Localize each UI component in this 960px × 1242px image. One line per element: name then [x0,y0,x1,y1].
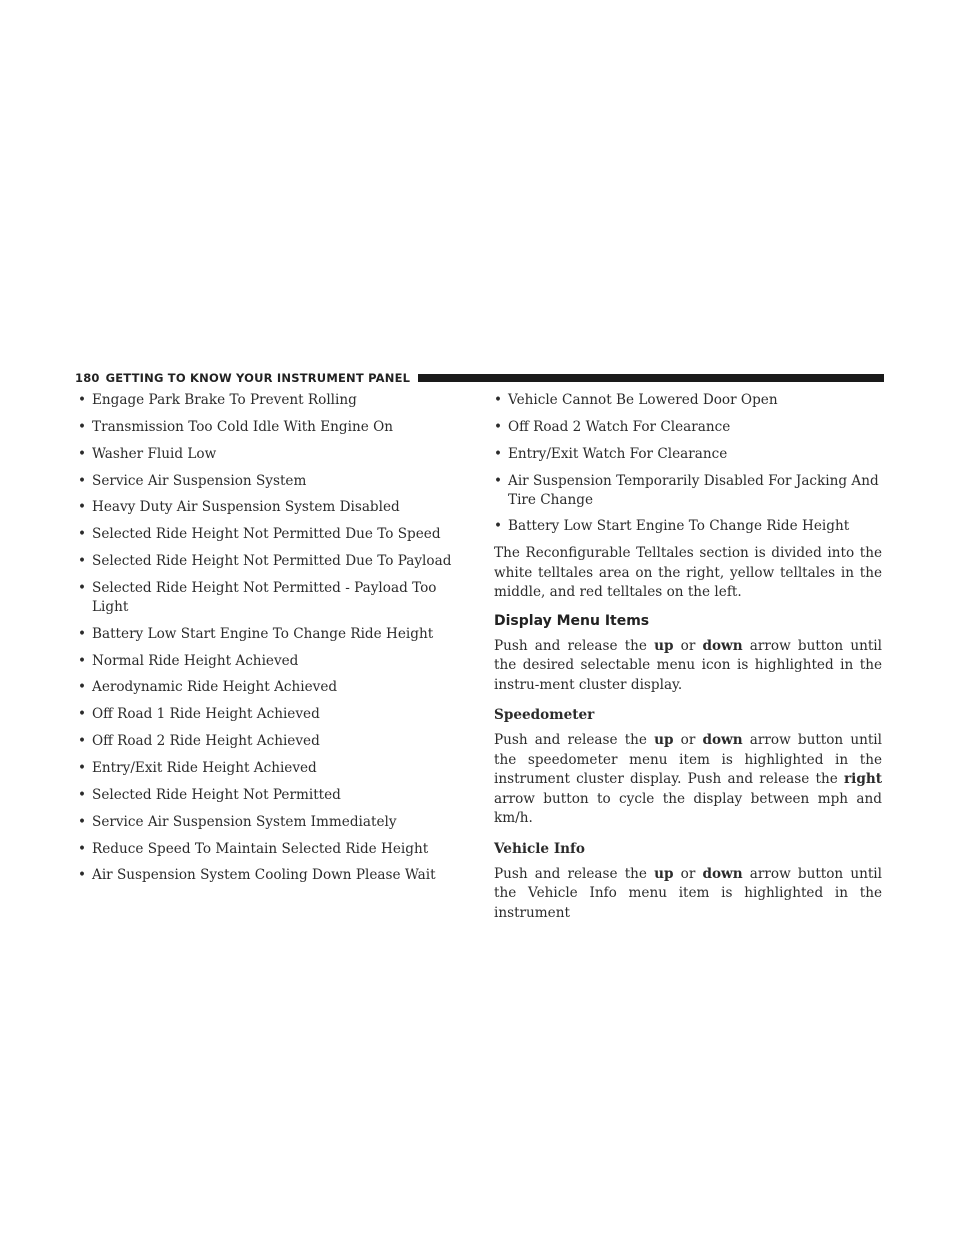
list-item-text: Selected Ride Height Not Permitted - Payload Too Light [92,579,437,615]
bullet-icon: • [494,445,503,462]
page-number: 180 [75,371,100,385]
bullet-icon: • [494,518,503,535]
list-item [494,517,882,536]
page-header [75,371,884,385]
message-list-left [78,391,470,885]
list-item-text: Heavy Duty Air Suspension System Disabled [92,499,400,516]
list-item-text: Battery Low Start Engine To Change Ride Height [92,625,434,642]
list-item [78,759,470,778]
bullet-icon: • [78,679,87,696]
vehicle-info-heading: Vehicle Info [494,840,585,857]
bullet-icon: • [78,813,87,830]
list-item [494,391,882,410]
bullet-icon: • [78,553,87,570]
bullet-icon: • [78,786,87,803]
list-item [78,813,470,832]
down-keyword: down [702,865,743,882]
bullet-icon: • [494,472,503,489]
list-item-text: Air Suspension Temporarily Disabled For Jacking And Tire Change [508,472,879,508]
list-item-text: Washer Fluid Low [92,445,217,462]
list-item [494,472,882,510]
bullet-icon: • [78,706,87,723]
list-item [78,579,470,617]
list-item-text: Service Air Suspension System Immediately [92,813,397,830]
bullet-icon: • [78,625,87,642]
list-item [494,445,882,464]
bullet-icon: • [78,652,87,669]
list-item-text: Selected Ride Height Not Permitted [92,786,341,803]
bullet-icon: • [78,418,87,435]
list-item-text: Entry/Exit Ride Height Achieved [92,759,317,776]
bullet-icon: • [494,392,503,408]
list-item [78,498,470,517]
list-item-text: Engage Park Brake To Prevent Rolling [92,392,357,408]
list-item-text: Off Road 2 Watch For Clearance [508,418,731,435]
up-keyword: up [654,637,674,654]
display-menu-paragraph: Push and release the up or down arrow button until the desired selectable menu icon is highlighted in the instru-ment cluster display. [494,637,883,693]
right-keyword: right [844,771,882,788]
list-item-text: Reduce Speed To Maintain Selected Ride Height [92,840,429,857]
list-item [78,418,470,437]
list-item-text: Entry/Exit Watch For Clearance [508,445,728,462]
bullet-icon: • [78,733,87,750]
list-item [78,705,470,724]
list-item-text: Aerodynamic Ride Height Achieved [92,679,338,696]
bullet-icon: • [78,526,87,543]
list-item [78,525,470,544]
list-item [78,866,470,885]
bullet-icon: • [78,840,87,857]
bullet-icon: • [78,579,87,596]
list-item-text: Normal Ride Height Achieved [92,652,299,669]
header-rule [418,374,884,382]
list-item [78,732,470,751]
list-item [78,652,470,671]
vehicle-info-paragraph: Push and release the up or down arrow button until the Vehicle Info menu item is highlighted in the instrument [494,865,883,921]
chapter-title: GETTING TO KNOW YOUR INSTRUMENT PANEL [105,371,411,385]
speedometer-heading: Speedometer [494,707,595,724]
list-item [78,625,470,644]
list-item-text: Off Road 2 Ride Height Achieved [92,733,320,750]
down-keyword: down [702,637,743,654]
list-item-text: Selected Ride Height Not Permitted Due To Speed [92,526,441,543]
telltales-paragraph: The Reconfigurable Telltales section is divided into the white telltales area on the right, yellow telltales in the middle, and red telltales on the left. [494,545,882,601]
list-item [494,418,882,437]
bullet-icon: • [78,392,87,408]
list-item [78,391,470,410]
list-item [78,472,470,491]
up-keyword: up [654,865,674,882]
list-item-text: Transmission Too Cold Idle With Engine On [92,418,394,435]
list-item-text: Service Air Suspension System [92,472,307,489]
list-item [78,678,470,697]
right-column [494,391,882,931]
list-item [78,786,470,805]
bullet-icon: • [78,867,87,884]
list-item [78,445,470,464]
down-keyword: down [702,732,743,749]
list-item [78,840,470,859]
bullet-icon: • [78,499,87,516]
list-item [78,552,470,571]
bullet-icon: • [494,418,503,435]
speedometer-paragraph: Push and release the up or down arrow button until the speedometer menu item is highlighted in the instrument cluster display. Push and release the right arrow button to cycle the display between mph and km/h. [494,732,883,827]
bullet-icon: • [78,445,87,462]
display-menu-heading: Display Menu Items [494,612,650,629]
up-keyword: up [654,732,674,749]
list-item-text: Selected Ride Height Not Permitted Due To Payload [92,553,452,570]
left-column [78,391,470,893]
bullet-icon: • [78,472,87,489]
list-item-text: Air Suspension System Cooling Down Please Wait [92,867,436,884]
list-item-text: Off Road 1 Ride Height Achieved [92,706,320,723]
message-list-right [494,391,882,536]
bullet-icon: • [78,759,87,776]
list-item-text: Battery Low Start Engine To Change Ride Height [508,518,850,535]
list-item-text: Vehicle Cannot Be Lowered Door Open [508,392,778,408]
